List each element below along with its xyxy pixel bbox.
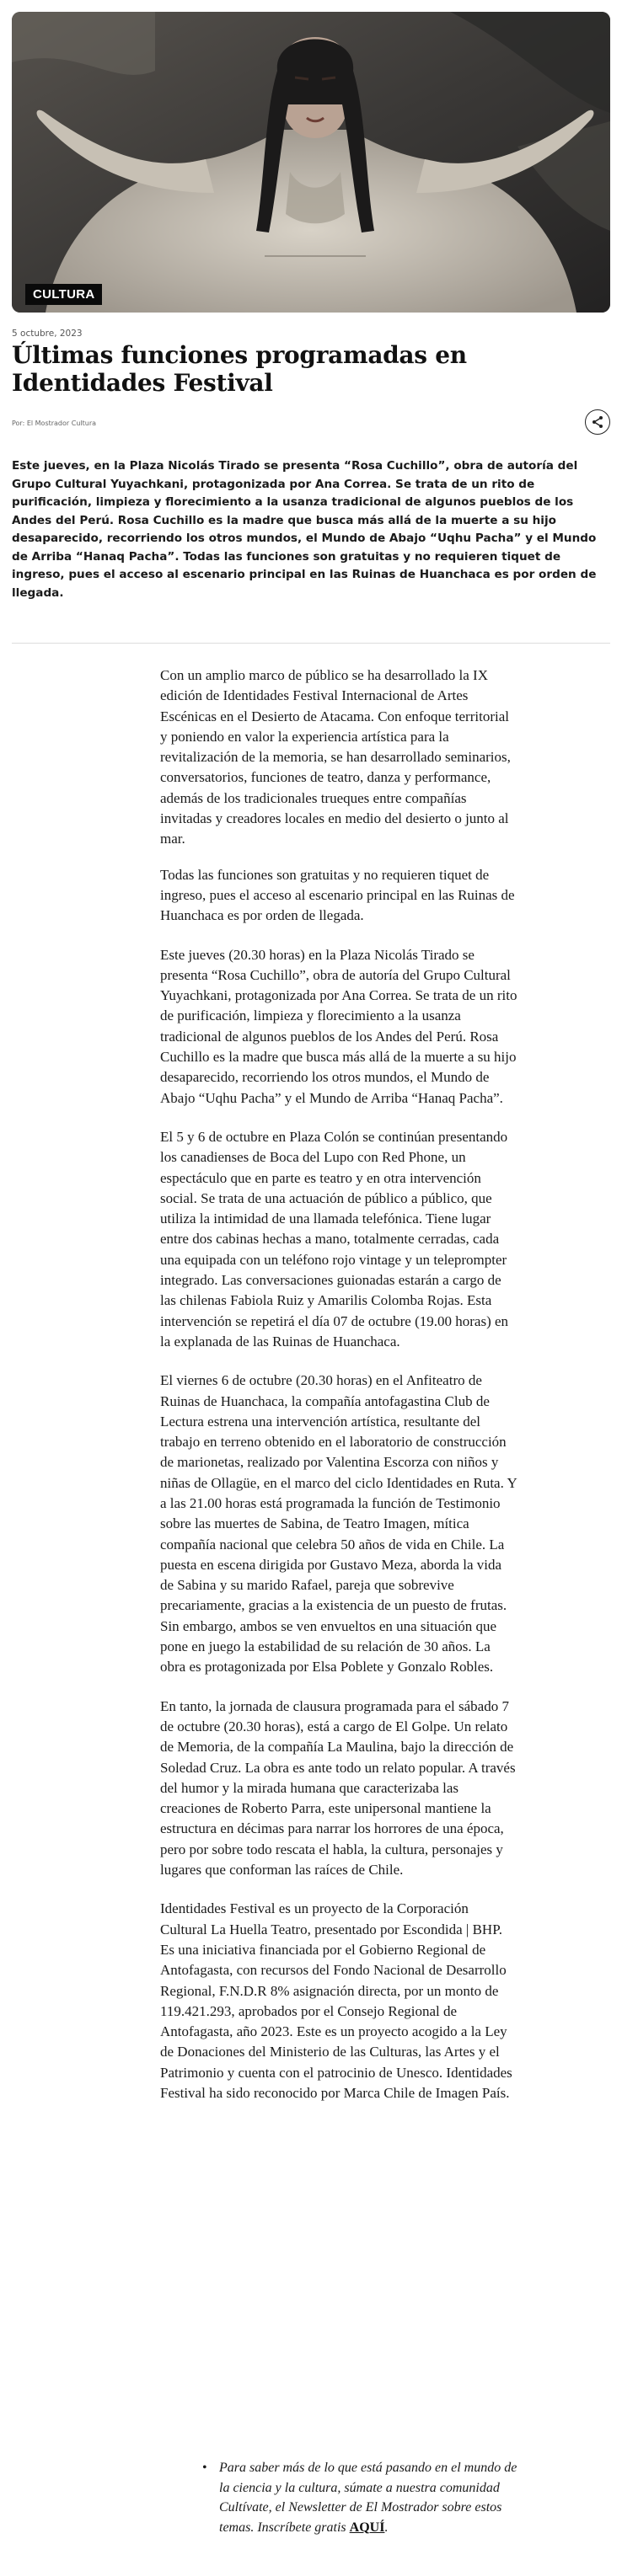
newsletter-promo-item — [202, 2458, 521, 2537]
body-paragraph: Este jueves (20.30 horas) en la Plaza Nicolás Tirado se presenta “Rosa Cuchillo”, obra de autoría del Grupo Cultural Yuyachkani, protagonizada por Ana Correa. Se trata de un rito de purificación, limpieza y florecimiento a la usanza tradicional de algunos pueblos de los Andes del Perú. Rosa Cuchillo es la madre que busca más allá de la muerte a su hijo desaparecido, recorriendo los otros mundos, el Mundo de Abajo “Uqhu Pacha” y el Mundo de Arriba “Hanaq Pacha”. — [160, 946, 517, 1106]
bullet-icon: • — [202, 2461, 207, 2475]
body-paragraph: En tanto, la jornada de clausura programada para el sábado 7 de octubre (20.30 horas), está a cargo de El Golpe. Un relato de Memoria, de la compañía La Maulina, bajo la dirección de Soledad Cruz. La obra es ante todo un relato popular. A través del humor y la mirada humana que caracterizaba las creaciones de Roberto Parra, este unipersonal mantiene la estructura en décimas para narrar los horrores de una época, pero por sobre todo rescata el habla, la cultura, personajes y lugares que conforman las raíces de Chile. — [160, 1697, 516, 1879]
hero-photo-illustration — [12, 12, 610, 313]
body-paragraph: Todas las funciones son gratuitas y no requieren tiquet de ingreso, pues el acceso al escenario principal en las Ruinas de Huanchaca es por orden de llegada. — [160, 866, 515, 924]
share-icon — [591, 415, 604, 429]
article-lead: Este jueves, en la Plaza Nicolás Tirado se presenta “Rosa Cuchillo”, obra de autoría del Grupo Cultural Yuyachkani, protagonizada por Ana Correa. Se trata de un rito de purificación, limpieza y florecimiento a la usanza tradicional de algunos pueblos de los Andes del Perú. Rosa Cuchillo es la madre que busca más allá de la muerte a su hijo desaparecido, recorriendo los otros mundos, el Mundo de Abajo “Uqhu Pacha” y el Mundo de Arriba “Hanaq Pacha”. Todas las funciones son gratuitas y no requieren tiquet de ingreso, pues el acceso al escenario principal en las Ruinas de Huanchaca es por orden de llegada. — [12, 459, 597, 600]
share-button[interactable] — [585, 409, 610, 435]
body-paragraph: El 5 y 6 de octubre en Plaza Colón se continúan presentando los canadienses de Boca del Lupo con Red Phone, un espectáculo que en parte es teatro y en otra intervención social. Se trata de una actuación de público a público, que utiliza la intimidad de una llamada telefónica. Tiene lugar entre dos cabinas hechas a mano, totalmente cerradas, cada una equipada con un teléfono rojo vintage y un teleprompter integrado. Las conversaciones guionadas estarán a cargo de las chilenas Fabiola Ruiz y Amarilis Colomba Rojas. Esta intervención se repetirá el día 07 de octubre (19.00 horas) en la explanada de las Ruinas de Huanchaca. — [160, 1128, 509, 1349]
author-byline[interactable]: Por: El Mostrador Cultura — [12, 420, 97, 427]
article-title: Últimas funciones programadas en Identidades Festival — [12, 341, 467, 397]
newsletter-signup-link[interactable]: AQUÍ — [349, 2520, 385, 2535]
body-paragraph: Identidades Festival es un proyecto de la Corporación Cultural La Huella Teatro, presentado por Escondida | BHP. Es una iniciativa financiada por el Gobierno Regional de Antofagasta, con recursos del Fondo Nacional de Desarrollo Regional, F.N.D.R 8% asignación directa, por un monto de 119.421.293, aprobados por el Consejo Regional de Antofagasta, año 2023. Este es un proyecto acogido a la Ley de Donaciones del Ministerio de las Culturas, las Artes y el Patrimonio y cuenta con el patrocinio de Unesco. Identidades Festival ha sido reconocido por Marca Chile de Imagen País. — [160, 1900, 512, 2101]
body-paragraph: El viernes 6 de octubre (20.30 horas) en el Anfiteatro de Ruinas de Huanchaca, la compañía antofagastina Club de Lectura estrena una intervención artística, resultante del trabajo en terreno obtenido en el laboratorio de construcción de marionetas, realizado por Valentina Escorza con niños y niñas de Ollagüe, en el marco del ciclo Identidades en Ruta. Y a las 21.00 horas está programada la función de Testimonio sobre las muertes de Sabina, de Teatro Imagen, mítica compañía nacional que celebra 50 años de vida en Chile. La puesta en escena dirigida por Gustavo Meza, aborda la vida de Sabina y su marido Rafael, pareja que sobrevive precariamente, gracias a la existencia de un puesto de frutas. Sin embargo, ambos se ven envueltos en una situación que pone en juego la estabilidad de su relación de 30 años. La obra es protagonizada por Elsa Poblete y Gonzalo Robles. — [160, 1372, 517, 1675]
article-body — [160, 665, 518, 2122]
lead-divider — [12, 643, 610, 644]
publish-date: 5 octubre, 2023 — [12, 329, 83, 339]
category-badge[interactable]: CULTURA — [25, 284, 102, 305]
body-paragraph: Con un amplio marco de público se ha desarrollado la IX edición de Identidades Festival Internacional de Artes Escénicas en el Desierto de Atacama. Con enfoque territorial y poniendo en valor la experiencia artística para la revitalización de la memoria, se han desarrollado seminarios, conversatorios, funciones de teatro, danza y performance, además de los tradicionales trueques entre compañías invitadas y creadores locales en medio del desierto o junto al mar. — [160, 667, 511, 847]
newsletter-promo-text: Para saber más de lo que está pasando en el mundo de la ciencia y la cultura, súmate a nuestra comunidad Cultívate, el Newsletter de El Mostrador sobre estos temas. Inscríbete gratis — [219, 2461, 517, 2535]
newsletter-promo — [202, 2458, 521, 2537]
newsletter-promo-end: . — [384, 2520, 389, 2535]
hero-image — [12, 12, 610, 313]
